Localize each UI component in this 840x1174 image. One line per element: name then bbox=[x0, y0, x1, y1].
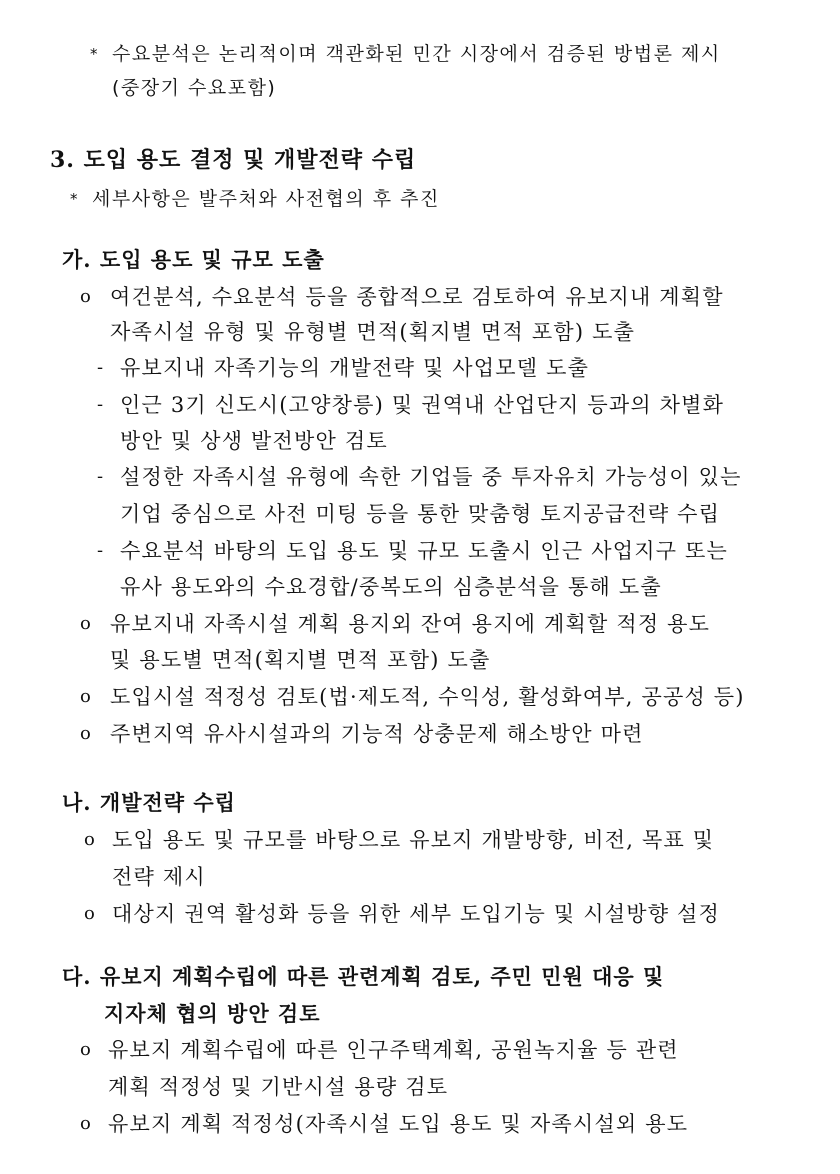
bullet-marker: o bbox=[80, 723, 91, 744]
dash-marker: - bbox=[97, 540, 104, 561]
section-3-title: 3. 도입 용도 결정 및 개발전략 수립 bbox=[50, 147, 417, 173]
ga-dash-4-line-2: 유사 용도와의 수요경합/중복도의 심층분석을 통해 도출 bbox=[120, 575, 662, 599]
bullet-marker: o bbox=[84, 829, 95, 850]
bullet-marker: o bbox=[80, 286, 91, 307]
ga-bullet-1-line-2: 자족시설 유형 및 유형별 면적(획지별 면적 포함) 도출 bbox=[110, 320, 636, 344]
bullet-marker: o bbox=[80, 613, 91, 634]
ga-dash-3-line-1: 설정한 자족시설 유형에 속한 기업들 중 투자유치 가능성이 있는 bbox=[120, 465, 742, 489]
na-bullet-1-line-1: 도입 용도 및 규모를 바탕으로 유보지 개발방향, 비전, 목표 및 bbox=[112, 828, 715, 852]
ga-bullet-4-line-1: 주변지역 유사시설과의 기능적 상충문제 해소방안 마련 bbox=[110, 722, 644, 746]
da-bullet-2-line-1: 유보지 계획 적정성(자족시설 도입 용도 및 자족시설외 용도 bbox=[108, 1112, 689, 1136]
dash-marker: - bbox=[97, 357, 104, 378]
note-asterisk: * bbox=[90, 45, 98, 63]
ga-bullet-2-line-2: 및 용도별 면적(획지별 면적 포함) 도출 bbox=[110, 648, 491, 672]
ga-dash-4-line-1: 수요분석 바탕의 도입 용도 및 규모 도출시 인근 사업지구 또는 bbox=[120, 539, 729, 563]
intro-note-line-1: 수요분석은 논리적이며 객관화된 민간 시장에서 검증된 방법론 제시 bbox=[112, 43, 721, 65]
section-3-note-asterisk: * bbox=[70, 190, 78, 208]
bullet-marker: o bbox=[80, 1039, 91, 1060]
subsection-da-title-line-1: 다. 유보지 계획수립에 따른 관련계획 검토, 주민 민원 대응 및 bbox=[62, 964, 665, 989]
dash-marker: - bbox=[97, 394, 104, 415]
da-bullet-1-line-1: 유보지 계획수립에 따른 인구주택계획, 공원녹지율 등 관련 bbox=[108, 1038, 679, 1062]
dash-marker: - bbox=[97, 466, 104, 487]
subsection-da-title-line-2: 지자체 협의 방안 검토 bbox=[104, 1001, 321, 1026]
bullet-marker: o bbox=[84, 903, 95, 924]
ga-dash-2-line-1: 인근 3기 신도시(고양창릉) 및 권역내 산업단지 등과의 차별화 bbox=[120, 393, 725, 417]
ga-bullet-3-line-1: 도입시설 적정성 검토(법·제도적, 수익성, 활성화여부, 공공성 등) bbox=[110, 685, 745, 709]
subsection-na-title: 나. 개발전략 수립 bbox=[62, 790, 236, 815]
section-3-note: 세부사항은 발주처와 사전협의 후 추진 bbox=[92, 188, 440, 210]
na-bullet-1-line-2: 전략 제시 bbox=[112, 865, 206, 889]
ga-dash-2-line-2: 방안 및 상생 발전방안 검토 bbox=[120, 429, 388, 453]
na-bullet-2-line-1: 대상지 권역 활성화 등을 위한 세부 도입기능 및 시설방향 설정 bbox=[112, 902, 721, 926]
ga-bullet-2-line-1: 유보지내 자족시설 계획 용지외 잔여 용지에 계획할 적정 용도 bbox=[110, 612, 711, 636]
intro-note-line-2: (중장기 수요포함) bbox=[112, 77, 277, 99]
bullet-marker: o bbox=[80, 1113, 91, 1134]
ga-bullet-1-line-1: 여건분석, 수요분석 등을 종합적으로 검토하여 유보지내 계획할 bbox=[110, 285, 724, 309]
subsection-ga-title: 가. 도입 용도 및 규모 도출 bbox=[62, 247, 325, 272]
da-bullet-1-line-2: 계획 적정성 및 기반시설 용량 검토 bbox=[108, 1075, 449, 1099]
ga-dash-3-line-2: 기업 중심으로 사전 미팅 등을 통한 맞춤형 토지공급전략 수립 bbox=[120, 502, 721, 526]
ga-dash-1-line-1: 유보지내 자족기능의 개발전략 및 사업모델 도출 bbox=[120, 356, 590, 380]
bullet-marker: o bbox=[80, 686, 91, 707]
